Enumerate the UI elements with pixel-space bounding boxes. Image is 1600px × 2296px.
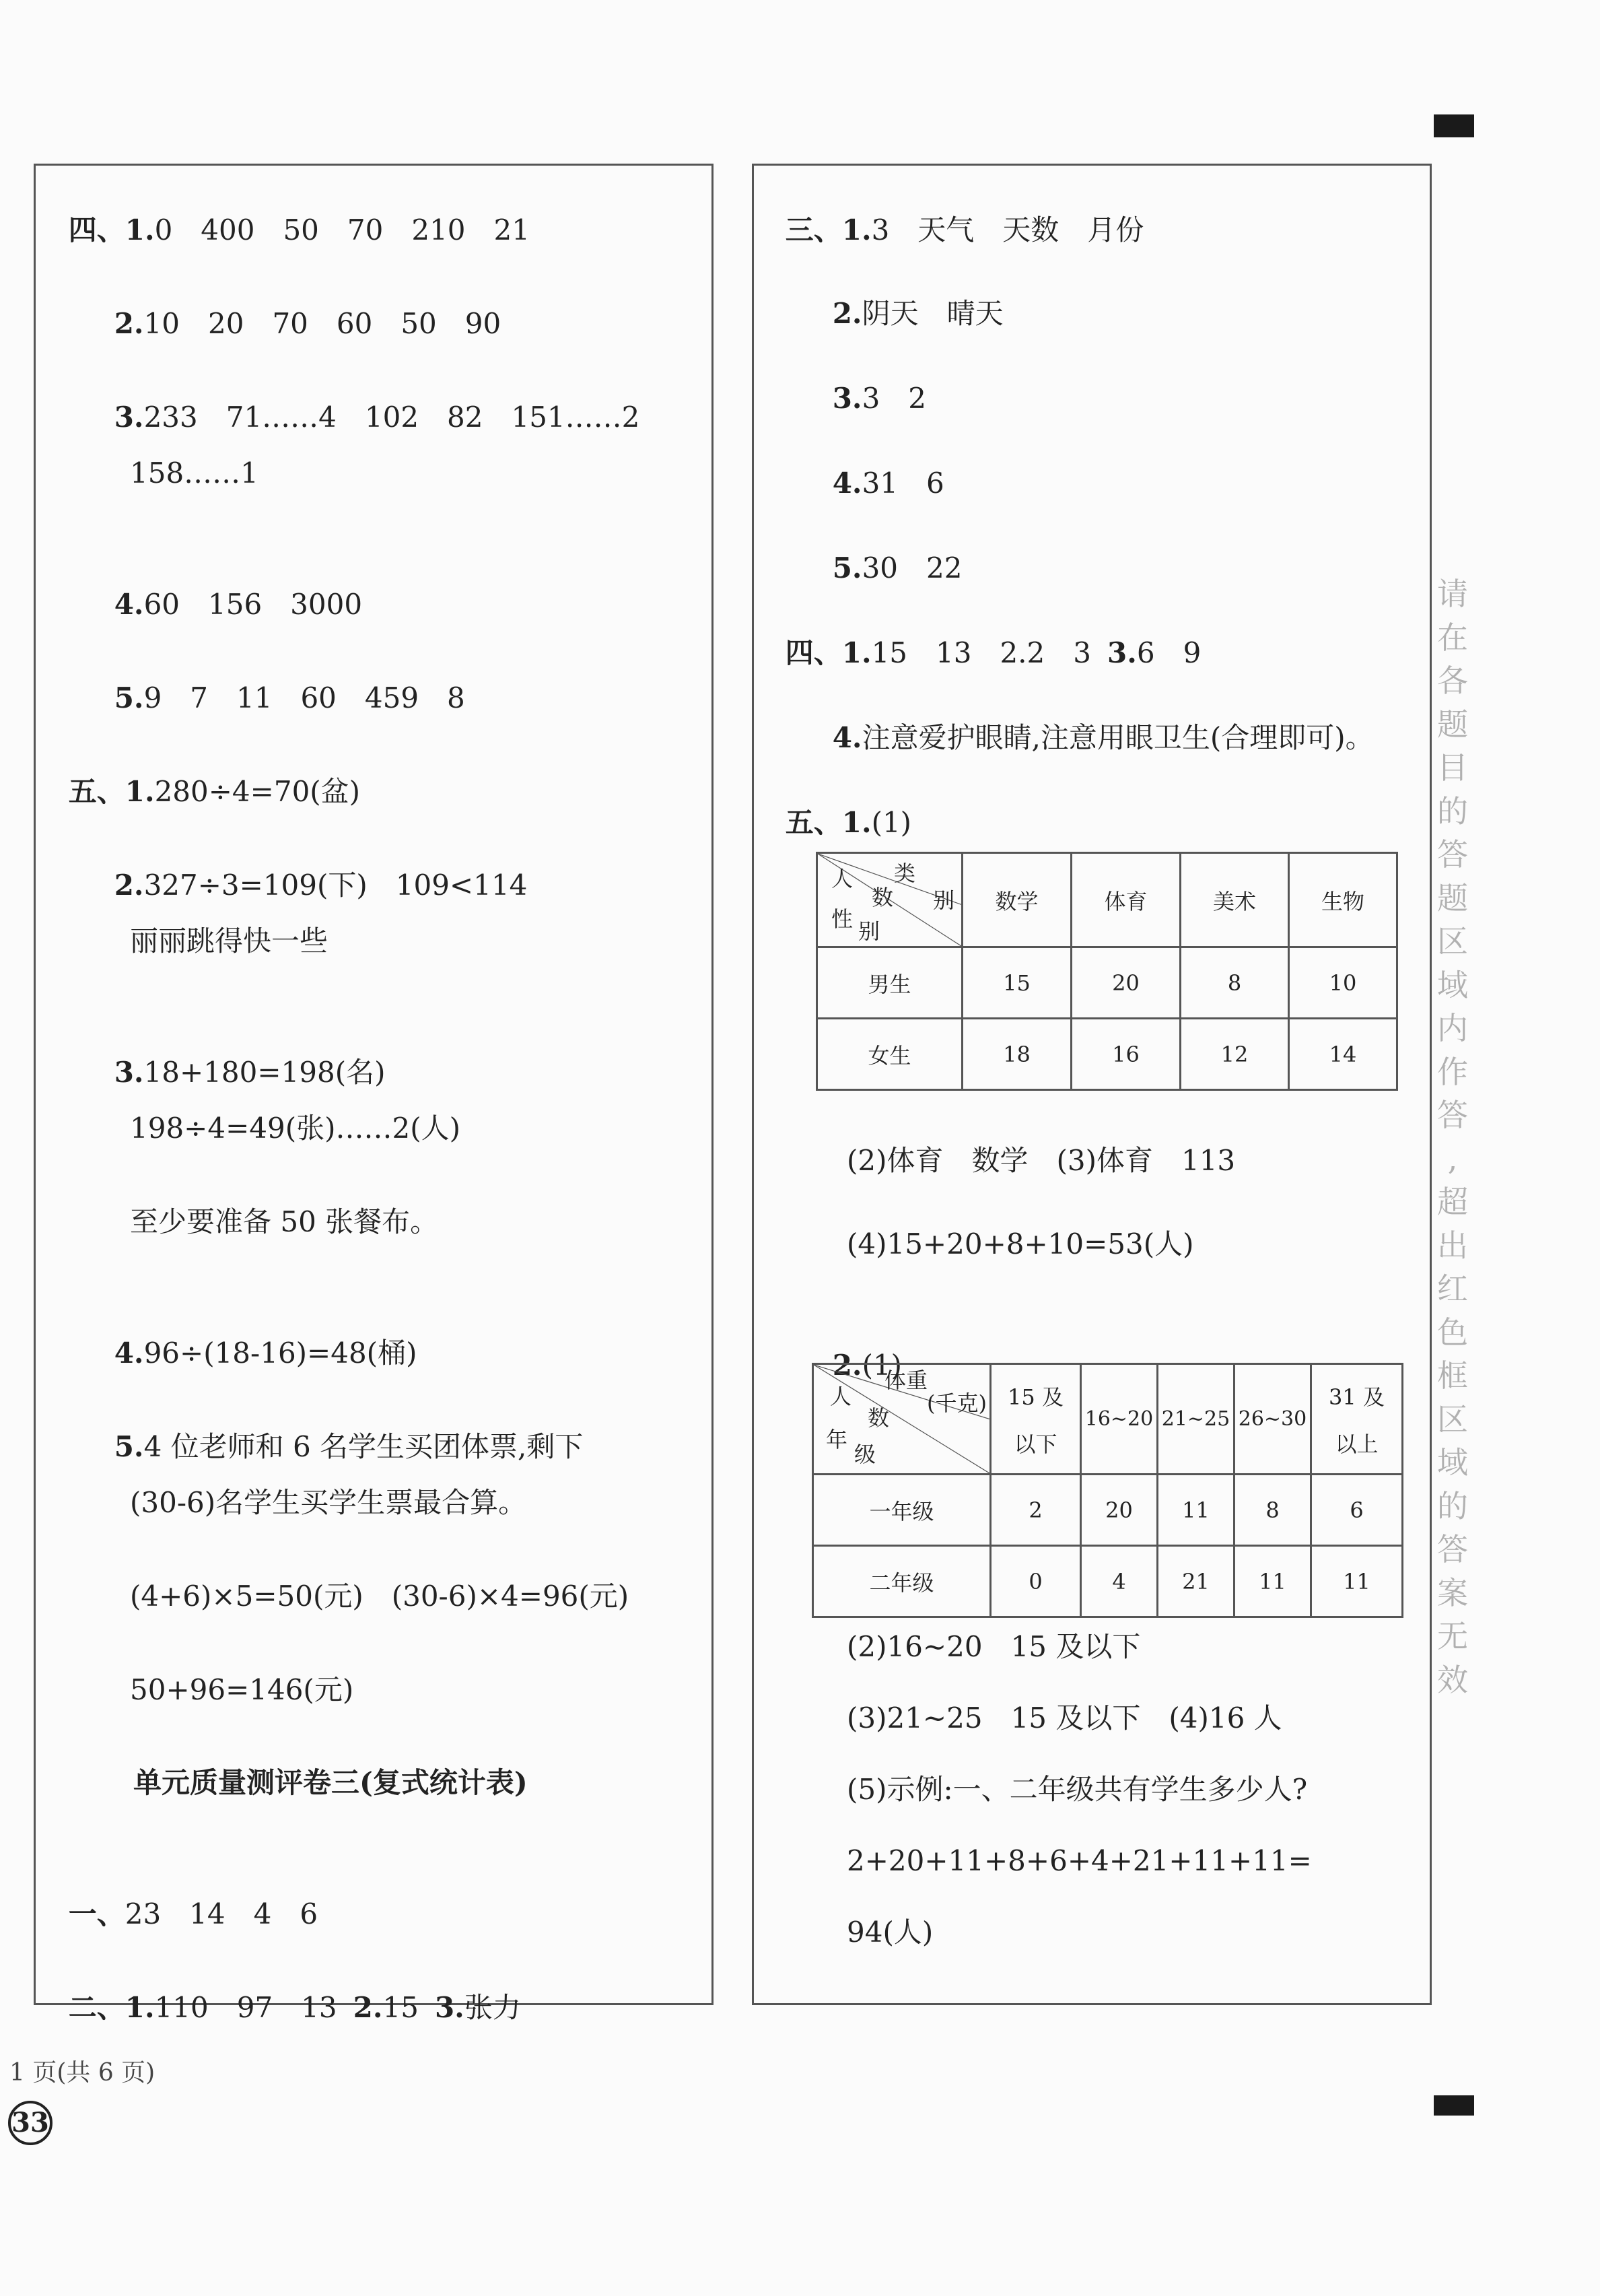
right-s5-q1-p4: (4)15+20+8+10=53(人): [847, 1227, 1194, 1260]
left-s2: 二、1.110 97 13 2.15 3.张力: [68, 1991, 521, 2024]
table-cell: 11: [1311, 1546, 1403, 1617]
table1-corner-header: 类 别 人 数 性 别: [817, 853, 963, 947]
left-s5-q2-cont: 丽丽跳得快一些: [130, 924, 328, 957]
table-cell: 15: [963, 947, 1072, 1019]
right-s5-q1-p2: (2)体育 数学 (3)体育 113: [847, 1144, 1236, 1177]
table-row: [813, 1475, 1403, 1546]
table2-header-15-below: 15 及 以下: [991, 1364, 1081, 1475]
right-s3-q5: 5.30 22: [832, 551, 963, 584]
table1-row-label: 男生: [817, 947, 963, 1019]
table-cell: 16: [1072, 1019, 1181, 1090]
left-s4-q4: 4.60 156 3000: [114, 588, 363, 621]
unit-title: 单元质量测评卷三(复式统计表): [133, 1766, 528, 1799]
left-s5-q5-line3: (4+6)×5=50(元) (30-6)×4=96(元): [130, 1580, 629, 1613]
right-s4-q1: 四、1.15 13 2.2 3 3.6 9: [785, 636, 1202, 669]
table1-row-label: 女生: [817, 1019, 963, 1090]
left-s4-q5: 5.9 7 11 60 459 8: [114, 681, 465, 714]
left-s5-q3-line3: 至少要准备 50 张餐布。: [130, 1205, 439, 1238]
table2-corner-header: 体重 (千克) 人 数 年 级: [813, 1364, 991, 1475]
table-cell: 20: [1081, 1475, 1158, 1546]
table-cell: 12: [1181, 1019, 1289, 1090]
table-row: [813, 1546, 1403, 1617]
right-s3-q2: 2.阴天 晴天: [832, 297, 1004, 330]
page-number-badge: 33: [8, 2101, 53, 2145]
table-cell: 20: [1072, 947, 1181, 1019]
table-cell: 0: [991, 1546, 1081, 1617]
right-s5-q2-p5: (5)示例:一、二年级共有学生多少人?: [847, 1773, 1308, 1806]
right-s5-q2: 2.(1): [832, 1349, 903, 1382]
table1-header-art: 美术: [1181, 853, 1289, 947]
right-s4-q4: 4.注意爱护眼睛,注意用眼卫生(合理即可)。: [832, 721, 1374, 754]
table2-row-label: 一年级: [813, 1475, 991, 1546]
page-info: 1 页(共 6 页): [9, 2059, 155, 2087]
table1-header-biology: 生物: [1289, 853, 1397, 947]
table-cell: 8: [1181, 947, 1289, 1019]
table-cell: 18: [963, 1019, 1072, 1090]
table-cell: 2: [991, 1475, 1081, 1546]
table-cell: 14: [1289, 1019, 1397, 1090]
left-s4-q3-cont: 158……1: [130, 457, 258, 489]
registration-mark-bottom: [1434, 2095, 1474, 2116]
table-row: [817, 947, 1397, 1019]
left-s5-q5-line4: 50+96=146(元): [130, 1673, 354, 1706]
left-s5-q3-line2: 198÷4=49(张)……2(人): [130, 1112, 460, 1145]
side-note-vertical: 请 在 各 题 目 的 答 题 区 域 内 作 答 , 超 出 红 色 框 区 域 的 答 案 无 效: [1437, 576, 1468, 1698]
right-s5-q2-p5-line2: 2+20+11+8+6+4+21+11+11=: [847, 1844, 1312, 1877]
table1-header-pe: 体育: [1072, 853, 1181, 947]
right-s5-q1: 五、1.(1): [785, 806, 912, 839]
left-s5-q3: 3.18+180=198(名): [114, 1056, 386, 1089]
right-s5-q2-p3: (3)21~25 15 及以下 (4)16 人: [847, 1701, 1282, 1734]
table2-header-16-20: 16~20: [1081, 1364, 1158, 1475]
table-weight-by-grade: [812, 1363, 1403, 1618]
left-s5-q2: 2.327÷3=109(下) 109<114: [114, 869, 528, 902]
table-row: [817, 1019, 1397, 1090]
left-s5-q5-line2: (30-6)名学生买学生票最合算。: [130, 1486, 527, 1519]
left-s4-q1: 四、1.0 400 50 70 210 21: [68, 213, 530, 246]
left-s5-q1: 五、1.280÷4=70(盆): [68, 775, 361, 808]
table2-header-31-above: 31 及 以上: [1311, 1364, 1403, 1475]
right-s3-q3: 3.3 2: [832, 382, 927, 415]
table-cell: 11: [1158, 1475, 1234, 1546]
table2-row-label: 二年级: [813, 1546, 991, 1617]
left-s4-q2: 2.10 20 70 60 50 90: [114, 307, 501, 340]
table-cell: 4: [1081, 1546, 1158, 1617]
left-s4-q3: 3.233 71……4 102 82 151……2: [114, 401, 640, 434]
table-cell: 21: [1158, 1546, 1234, 1617]
right-s5-q2-p5-line3: 94(人): [847, 1916, 934, 1949]
table1-header-math: 数学: [963, 853, 1072, 947]
table2-header-21-25: 21~25: [1158, 1364, 1234, 1475]
table2-header-26-30: 26~30: [1234, 1364, 1311, 1475]
registration-mark-top: [1434, 114, 1474, 137]
left-s5-q4: 4.96÷(18-16)=48(桶): [114, 1337, 417, 1370]
table-subject-by-gender: [816, 852, 1398, 1091]
left-s1: 一、23 14 4 6: [68, 1897, 318, 1930]
right-s3-q4: 4.31 6: [832, 467, 944, 500]
right-s5-q2-p2: (2)16~20 15 及以下: [847, 1630, 1141, 1663]
right-s3-q1: 三、1.3 天气 天数 月份: [785, 213, 1144, 246]
table-cell: 10: [1289, 947, 1397, 1019]
table-cell: 8: [1234, 1475, 1311, 1546]
left-s5-q5: 5.4 位老师和 6 名学生买团体票,剩下: [114, 1430, 584, 1463]
table-cell: 11: [1234, 1546, 1311, 1617]
table-cell: 6: [1311, 1475, 1403, 1546]
